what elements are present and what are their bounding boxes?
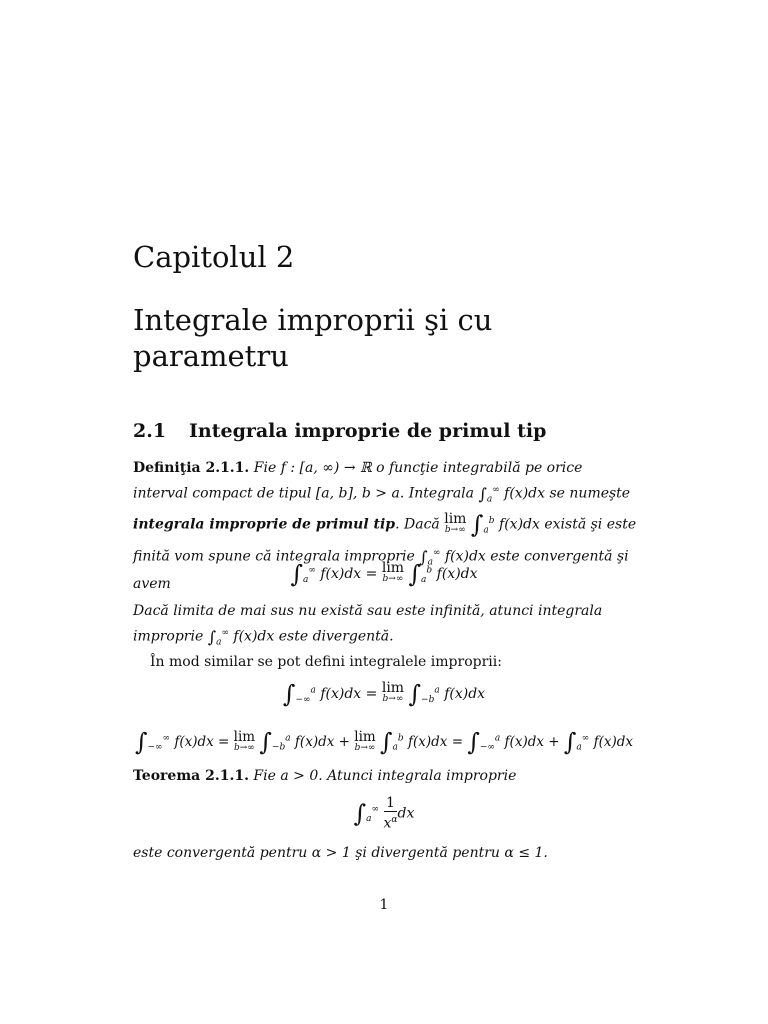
display-equation-3: $\int_{-\infty}^\infty$ f(x)dx = lim b→∞ $\int_{-b}^a$ f(x)dx + lim b→∞ $\int_a^b$ $f(x)dx = \int_{-\infty}^a$ $f(x)dx + \int_a^\infty$ f(x)dx bbox=[134, 728, 634, 756]
definition-paragraph: Definiţia 2.1.1. Fie f : [a, ∞) → ℝ o funcţie integrabilă pe orice interval compact de tipul [a, b], b > a. Integrala $\int_a^\infty$ f(x)dx se numeşte integrala improprie de primul tip. Dacă lim b→∞ $\int_a^b$ f(x)dx există şi este finită vom spune că integrala improprie $\int_a^\infty$ f(x)dx este convergentă şi avem bbox=[133, 460, 637, 593]
definition-label: Definiţia 2.1.1. bbox=[133, 460, 250, 476]
chapter-title: Integrale improprii şi cu parametru bbox=[133, 303, 493, 373]
chapter-heading: Capitolul 2 bbox=[133, 240, 295, 274]
theorem-conclusion: este convergentă pentru α > 1 şi divergentă pentru α ≤ 1. bbox=[133, 845, 548, 861]
definition-term: integrala improprie de primul tip bbox=[133, 517, 396, 534]
page-number: 1 bbox=[379, 897, 389, 913]
display-equation-4: $\int_a^\infty$ $\frac{1}{x^\alpha}$ dx bbox=[353, 795, 415, 832]
theorem-paragraph: Teorema 2.1.1. Fie a > 0. Atunci integrala improprie bbox=[133, 768, 517, 784]
section-heading bbox=[133, 420, 546, 442]
display-equation-2: $\int_{-\infty}^a$ f(x)dx = lim b→∞ $\int_{-b}^a$ f(x)dx bbox=[282, 680, 486, 708]
display-equation-1: $\int_a^\infty$ f(x)dx = lim b→∞ $\int_a^b$ f(x)dx bbox=[290, 560, 478, 588]
section-title: Integrala improprie de primul tip bbox=[189, 420, 547, 442]
divergence-paragraph: Dacă limita de mai sus nu există sau este infinită, atunci integrala improprie $\int_a^\infty$ f(x)dx este divergentă. bbox=[133, 603, 603, 648]
section-number: 2.1 bbox=[133, 420, 167, 442]
similar-paragraph: În mod similar se pot defini integralele improprii: bbox=[150, 654, 502, 670]
theorem-label: Teorema 2.1.1. bbox=[133, 768, 249, 784]
math-inline: f bbox=[280, 460, 286, 476]
